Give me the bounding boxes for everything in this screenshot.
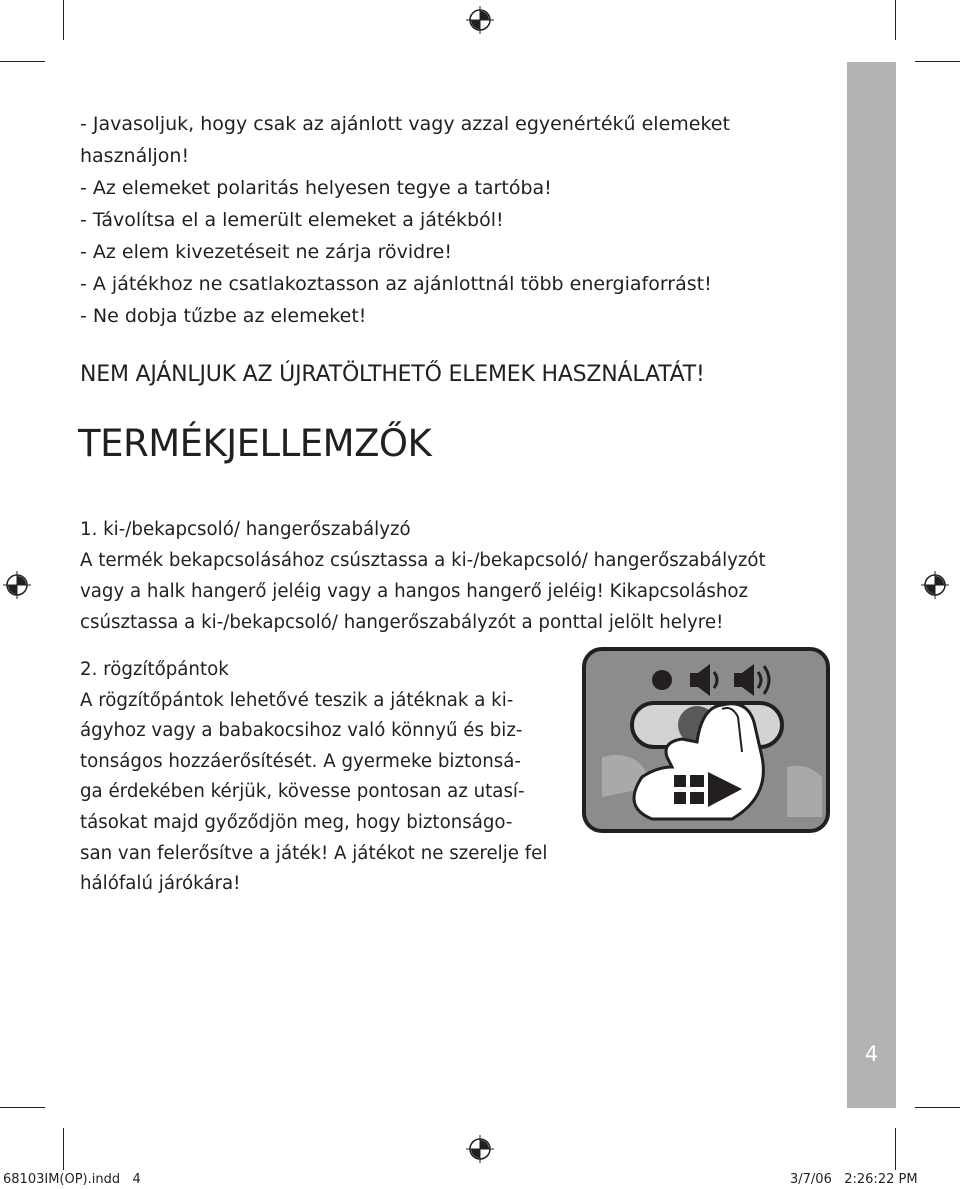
warning-line: - Az elemeket polaritás helyesen tegye a tartóba! [80, 177, 552, 199]
crop-mark [63, 1128, 64, 1170]
feature-text-line: A rögzítőpántok lehetővé teszik a játéknak a ki- [80, 689, 514, 711]
rechargeable-notice: NEM AJÁNLJUK AZ ÚJRATÖLTHETŐ ELEMEK HASZNÁLATÁT! [80, 362, 705, 387]
crop-mark [915, 61, 960, 62]
page-number: 4 [864, 1042, 879, 1066]
feature-straps [80, 655, 547, 900]
warning-line: - Távolítsa el a lemerült elemeket a játékból! [80, 209, 504, 231]
feature-text-line: san van felerősítve a játék! A játékot ne szerelje fel [80, 842, 548, 864]
section-heading: TERMÉKJELLEMZŐK [78, 422, 432, 465]
warning-line: - Javasoljuk, hogy csak az ajánlott vagy azzal egyenértékű elemeket [80, 113, 730, 135]
feature-title: 1. ki-/bekapcsoló/ hangerőszabályzó [80, 519, 411, 540]
footer-timestamp: 3/7/06 2:26:22 PM [790, 1172, 918, 1187]
footer-filename: 68103IM(OP).indd 4 [3, 1172, 141, 1187]
feature-text-line: csúsztassa a ki-/bekapcsoló/ hangerőszabályzót a ponttal jelölt helyre! [80, 612, 724, 633]
warning-line: - Az elem kivezetéseit ne zárja rövidre! [80, 241, 452, 263]
switch-illustration [582, 647, 830, 833]
registration-mark-icon [921, 571, 949, 599]
battery-warnings [80, 108, 730, 332]
feature-text-line: tásokat majd győződjön meg, hogy biztonságo- [80, 811, 513, 833]
warning-line: használjon! [80, 145, 190, 167]
feature-text-line: ágyhoz vagy a babakocsihoz való könnyű és biz- [80, 720, 523, 742]
feature-power-volume [80, 514, 766, 638]
feature-text-line: A termék bekapcsolásához csúsztassa a ki-/bekapcsoló/ hangerőszabályzót [80, 550, 766, 571]
feature-text-line: vagy a halk hangerő jeléig vagy a hangos hangerő jeléig! Kikapcsoláshoz [80, 581, 749, 602]
feature-text-line: tonságos hozzáerősítését. A gyermeke biztonsá- [80, 750, 521, 772]
warning-line: - A játékhoz ne csatlakoztasson az ajánlottnál több energiaforrást! [80, 273, 712, 295]
off-dot-icon [652, 670, 672, 690]
crop-mark [895, 0, 896, 40]
crop-mark [895, 1128, 896, 1170]
feature-text-line: ga érdekében kérjük, kövesse pontosan az utasí- [80, 781, 525, 803]
registration-mark-icon [466, 1135, 494, 1163]
crop-mark [915, 1107, 960, 1108]
side-tab [847, 62, 896, 1108]
feature-title: 2. rögzítőpántok [80, 659, 229, 680]
warning-line: - Ne dobja tűzbe az elemeket! [80, 305, 367, 327]
feature-text-line: hálófalú járókára! [80, 873, 241, 895]
registration-mark-icon [3, 571, 31, 599]
registration-mark-icon [466, 6, 494, 34]
crop-mark [0, 61, 45, 62]
crop-mark [63, 0, 64, 40]
crop-mark [0, 1107, 45, 1108]
